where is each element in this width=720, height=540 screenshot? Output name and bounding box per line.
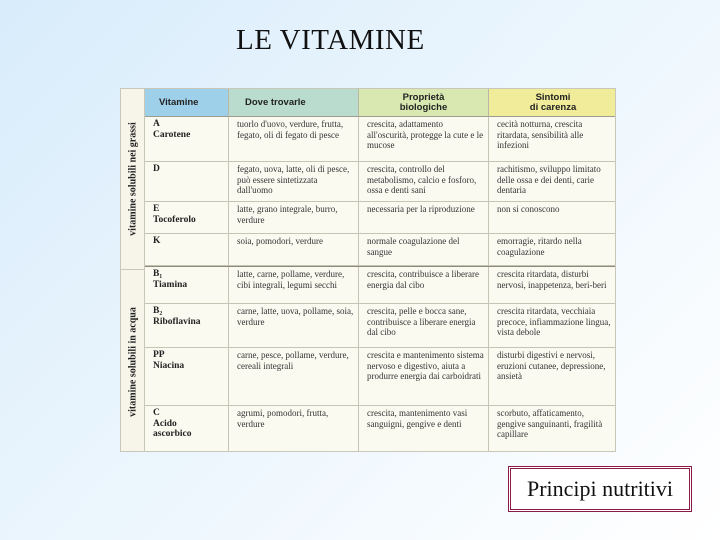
table-row <box>145 304 615 348</box>
where-cell: soia, pomodori, verdure <box>229 234 359 265</box>
deficiency-cell: crescita ritardata, vecchiaia precoce, infiammazione lingua, vista debole <box>497 306 611 337</box>
deficiency-cell: emorragie, ritardo nella coagulazione <box>497 236 582 257</box>
table-row <box>145 162 615 202</box>
where-cell: agrumi, pomodori, frutta, verdure <box>229 406 359 452</box>
deficiency-cell: crescita ritardata, disturbi nervosi, inappetenza, beri-beri <box>497 269 607 290</box>
vitamin-name-cell: A Carotene <box>145 117 229 161</box>
properties-cell: crescita e mantenimento sistema nervoso e digestivo, aiuta a produrre energia dai carboidrati <box>359 348 489 405</box>
header-vitamine: Vitamine <box>145 89 229 117</box>
header-proprieta-text: Proprietà biologiche <box>399 91 448 113</box>
deficiency-cell: non si conoscono <box>497 204 560 214</box>
table-row <box>145 348 615 406</box>
table-row <box>145 234 615 266</box>
slide-title: LE VITAMINE <box>236 24 425 56</box>
vitamin-name-cell: B₁ Tiamina <box>145 267 229 303</box>
vitamins-table <box>120 88 616 452</box>
vitamin-name-cell: B₂ Riboflavina <box>145 304 229 347</box>
where-cell: carne, latte, uova, pollame, soia, verdure <box>229 304 359 347</box>
vitamin-name-cell: C Acido ascorbico <box>145 406 229 452</box>
table-row <box>145 406 615 452</box>
table-row <box>145 266 615 304</box>
header-sintomi-text: Sintomi di carenza <box>529 91 577 113</box>
vitamin-name-cell: E Tocoferolo <box>145 202 229 233</box>
vitamin-name-cell: D <box>145 162 229 201</box>
group-label-water-soluble: vitamine solubili in acqua <box>121 269 145 452</box>
properties-cell: crescita, controllo del metabolismo, calcio e fosforo, ossa e denti sani <box>359 162 489 201</box>
where-cell: carne, pesce, pollame, verdure, cereali integrali <box>229 348 359 405</box>
vitamin-name-cell: K <box>145 234 229 265</box>
deficiency-cell: cecità notturna, crescita ritardata, sensibilità alle infezioni <box>497 119 584 150</box>
where-cell: tuorlo d'uovo, verdure, frutta, fegato, oli di fegato di pesce <box>229 117 359 161</box>
footer-box <box>508 466 692 512</box>
table-row <box>145 117 615 162</box>
footer-label: Principi nutritivi <box>526 476 674 501</box>
header-sintomi <box>489 89 616 117</box>
group-label-fat-soluble: vitamine solubili nei grassi <box>121 89 145 269</box>
header-dove-trovarle: Dove trovarle <box>229 89 359 117</box>
properties-cell: crescita, mantenimento vasi sanguigni, gengive e denti <box>359 406 489 452</box>
table-row <box>145 202 615 234</box>
deficiency-cell: rachitismo, sviluppo limitato delle ossa e dei denti, carie dentaria <box>497 164 601 195</box>
header-proprieta <box>359 89 489 117</box>
properties-cell: normale coagulazione del sangue <box>359 234 489 265</box>
properties-cell: crescita, adattamento all'oscurità, protegge la cute e le mucose <box>359 117 489 161</box>
properties-cell: crescita, pelle e bocca sane, contribuisce a liberare energia dal cibo <box>359 304 489 347</box>
where-cell: latte, grano integrale, burro, verdure <box>229 202 359 233</box>
deficiency-cell: disturbi digestivi e nervosi, eruzioni cutanee, depressione, ansietà <box>497 350 606 381</box>
properties-cell: necessaria per la riproduzione <box>359 202 489 233</box>
deficiency-cell: scorbuto, affaticamento, gengive sanguinanti, fragilità capillare <box>497 408 603 439</box>
properties-cell: crescita, contribuisce a liberare energia dal cibo <box>359 267 489 303</box>
vitamin-name-cell: PP Niacina <box>145 348 229 405</box>
where-cell: latte, carne, pollame, verdure, cibi integrali, legumi secchi <box>229 267 359 303</box>
where-cell: fegato, uova, latte, oli di pesce, può essere sintetizzata dall'uomo <box>229 162 359 201</box>
table-grid <box>145 89 615 451</box>
